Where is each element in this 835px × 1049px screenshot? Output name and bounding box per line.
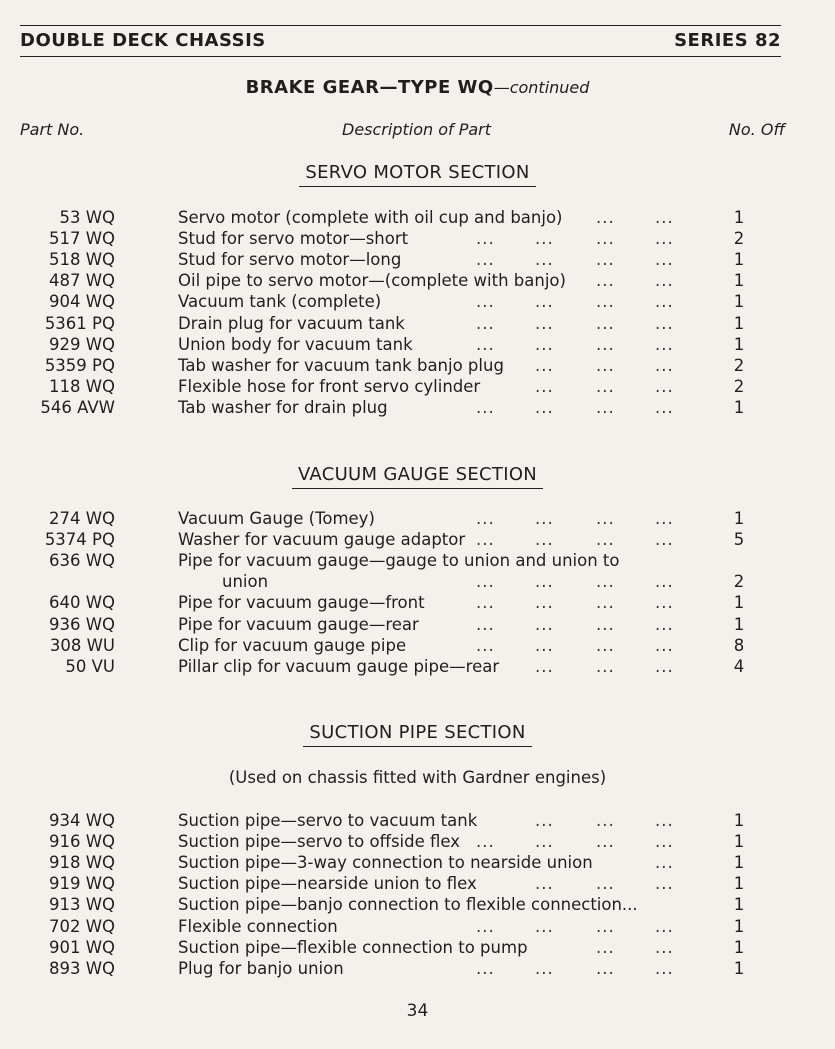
part-description: Oil pipe to servo motor—(complete with banjo)	[178, 271, 566, 291]
leader-dots: ...	[535, 376, 554, 396]
parts-row	[0, 593, 835, 614]
leader-dots: ...	[655, 292, 674, 312]
leader-dots: ...	[596, 635, 615, 655]
section-title-servo: SERVO MOTOR SECTION	[0, 162, 835, 187]
column-header-description: Description of Part	[342, 120, 492, 139]
leader-dots: ...	[655, 509, 674, 528]
part-description: Servo motor (complete with oil cup and banjo)	[178, 208, 563, 227]
section-note-suction: (Used on chassis fitted with Gardner engines)	[228, 768, 607, 787]
leader-dots: ...	[655, 334, 674, 354]
part-number: 5359 PQ	[44, 355, 115, 375]
parts-row	[0, 636, 835, 657]
leader-dots: ...	[655, 635, 674, 655]
part-number: 936 WQ	[48, 614, 115, 634]
column-header-qty: No. Off	[728, 120, 785, 139]
leader-dots: ...	[535, 572, 554, 592]
part-number: 913 WQ	[48, 895, 115, 915]
leader-dots: ...	[655, 355, 674, 375]
quantity: 2	[733, 376, 745, 396]
part-number: 901 WQ	[48, 937, 115, 957]
parts-row	[0, 208, 835, 229]
leader-dots: ...	[655, 530, 674, 550]
leader-dots: ...	[655, 874, 674, 894]
part-description: Pillar clip for vacuum gauge pipe—rear	[178, 656, 500, 676]
leader-dots: ...	[596, 397, 615, 417]
quantity: 1	[733, 334, 745, 354]
header-rule	[20, 56, 781, 57]
parts-row	[0, 551, 835, 572]
leader-dots: ...	[535, 355, 554, 375]
part-description: Flexible hose for front servo cylinder	[178, 376, 481, 396]
quantity: 1	[733, 937, 745, 957]
part-description: Suction pipe—servo to offside flex	[178, 832, 461, 852]
parts-row	[0, 895, 835, 916]
leader-dots: ...	[596, 874, 615, 894]
quantity: 8	[733, 635, 745, 655]
leader-dots: ...	[596, 292, 615, 312]
leader-dots: ...	[596, 376, 615, 396]
leader-dots: ...	[476, 334, 495, 354]
part-number: 640 WQ	[48, 593, 115, 613]
part-description: Pipe for vacuum gauge—rear	[178, 614, 419, 634]
leader-dots: ...	[476, 635, 495, 655]
part-description: Tab washer for vacuum tank banjo plug	[178, 355, 504, 375]
quantity: 4	[733, 656, 745, 676]
page-number: 34	[406, 1001, 429, 1021]
part-number: 919 WQ	[48, 874, 115, 894]
leader-dots: ...	[535, 229, 554, 249]
part-description: Suction pipe—nearside union to flex	[178, 874, 477, 894]
parts-row	[0, 917, 835, 938]
leader-dots: ...	[596, 572, 615, 592]
quantity: 1	[733, 874, 745, 894]
leader-dots: ...	[596, 334, 615, 354]
part-description: Vacuum Gauge (Tomey)	[178, 509, 375, 528]
part-number: 53 WQ	[59, 208, 115, 227]
quantity: 1	[733, 313, 745, 333]
part-description: Stud for servo motor—short	[178, 229, 409, 249]
leader-dots: ...	[596, 937, 615, 957]
part-number: 934 WQ	[48, 811, 115, 830]
leader-dots: ...	[476, 916, 495, 936]
leader-dots: ...	[476, 250, 495, 270]
leader-dots: ...	[476, 832, 495, 852]
title-main: BRAKE GEAR—TYPE WQ	[245, 77, 494, 98]
leader-dots: ...	[535, 916, 554, 936]
parts-row	[0, 959, 835, 980]
leader-dots: ...	[596, 509, 615, 528]
quantity: 5	[733, 530, 745, 550]
parts-row	[0, 509, 835, 530]
parts-row	[0, 874, 835, 895]
leader-dots: ...	[655, 832, 674, 852]
parts-row	[0, 250, 835, 271]
leader-dots: ...	[655, 958, 674, 978]
quantity: 1	[733, 811, 745, 830]
leader-dots: ...	[476, 593, 495, 613]
leader-dots: ...	[476, 397, 495, 417]
part-description: Drain plug for vacuum tank	[178, 313, 405, 333]
leader-dots: ...	[596, 229, 615, 249]
part-description-continued: union	[222, 572, 269, 592]
part-number: 518 WQ	[48, 250, 115, 270]
quantity: 1	[733, 397, 745, 417]
part-number: 308 WU	[49, 635, 115, 655]
leader-dots: ...	[596, 250, 615, 270]
quantity: 2	[733, 355, 745, 375]
leader-dots: ...	[535, 635, 554, 655]
parts-row	[0, 615, 835, 636]
section-title-gauge: VACUUM GAUGE SECTION	[0, 464, 835, 489]
leader-dots: ...	[535, 292, 554, 312]
part-description: Suction pipe—3-way connection to nearside union	[178, 853, 593, 873]
part-number: 5374 PQ	[44, 530, 115, 550]
leader-dots: ...	[476, 292, 495, 312]
quantity: 1	[733, 853, 745, 873]
leader-dots: ...	[476, 313, 495, 333]
part-number: 517 WQ	[48, 229, 115, 249]
leader-dots: ...	[655, 271, 674, 291]
part-number: 50 VU	[65, 656, 115, 676]
leader-dots: ...	[655, 229, 674, 249]
parts-row	[0, 314, 835, 335]
leader-dots: ...	[655, 811, 674, 830]
part-description: Washer for vacuum gauge adaptor	[178, 530, 466, 550]
part-number: 274 WQ	[48, 509, 115, 528]
part-description: Plug for banjo union	[178, 958, 344, 978]
leader-dots: ...	[655, 916, 674, 936]
parts-row	[0, 657, 835, 678]
leader-dots: ...	[535, 397, 554, 417]
parts-row	[0, 398, 835, 419]
quantity: 2	[733, 572, 745, 592]
parts-row	[0, 811, 835, 832]
part-description: Suction pipe—flexible connection to pump	[178, 937, 528, 957]
quantity: 1	[733, 208, 745, 227]
leader-dots: ...	[535, 832, 554, 852]
leader-dots: ...	[535, 313, 554, 333]
part-number: 487 WQ	[48, 271, 115, 291]
quantity: 1	[733, 832, 745, 852]
leader-dots: ...	[476, 614, 495, 634]
leader-dots: ...	[655, 376, 674, 396]
leader-dots: ...	[476, 572, 495, 592]
parts-row	[0, 229, 835, 250]
leader-dots: ...	[535, 530, 554, 550]
parts-row	[0, 832, 835, 853]
section-title-suction: SUCTION PIPE SECTION	[0, 722, 835, 747]
parts-row	[0, 530, 835, 551]
leader-dots: ...	[596, 832, 615, 852]
leader-dots: ...	[476, 958, 495, 978]
leader-dots: ...	[535, 874, 554, 894]
part-number: 904 WQ	[48, 292, 115, 312]
parts-row	[0, 938, 835, 959]
leader-dots: ...	[655, 250, 674, 270]
leader-dots: ...	[535, 614, 554, 634]
leader-dots: ...	[596, 916, 615, 936]
leader-dots: ...	[655, 208, 674, 227]
part-description: Union body for vacuum tank	[178, 334, 413, 354]
parts-row	[0, 271, 835, 292]
quantity: 1	[733, 271, 745, 291]
parts-row	[0, 377, 835, 398]
part-number: 702 WQ	[48, 916, 115, 936]
part-number: 5361 PQ	[44, 313, 115, 333]
part-number: 546 AVW	[40, 397, 115, 417]
part-description: Suction pipe—servo to vacuum tank	[178, 811, 478, 830]
part-description: Pipe for vacuum gauge—front	[178, 593, 425, 613]
part-description: Clip for vacuum gauge pipe	[178, 635, 407, 655]
quantity: 1	[733, 292, 745, 312]
page-title	[0, 77, 835, 98]
leader-dots: ...	[655, 397, 674, 417]
part-number: 918 WQ	[48, 853, 115, 873]
parts-row-continued	[0, 572, 835, 593]
leader-dots: ...	[596, 614, 615, 634]
leader-dots: ...	[596, 208, 615, 227]
leader-dots: ...	[655, 313, 674, 333]
title-suffix: —continued	[493, 78, 590, 97]
column-header-part: Part No.	[20, 120, 85, 139]
parts-row	[0, 335, 835, 356]
leader-dots: ...	[655, 593, 674, 613]
parts-row	[0, 356, 835, 377]
quantity: 1	[733, 916, 745, 936]
leader-dots: ...	[535, 250, 554, 270]
quantity: 1	[733, 958, 745, 978]
leader-dots: ...	[655, 853, 674, 873]
quantity: 1	[733, 614, 745, 634]
leader-dots: ...	[655, 656, 674, 676]
leader-dots: ...	[535, 811, 554, 830]
quantity: 1	[733, 250, 745, 270]
leader-dots: ...	[655, 614, 674, 634]
quantity: 1	[733, 509, 745, 528]
part-number: 929 WQ	[48, 334, 115, 354]
part-number: 893 WQ	[48, 958, 115, 978]
leader-dots: ...	[596, 593, 615, 613]
quantity: 1	[733, 895, 745, 915]
part-description: Suction pipe—banjo connection to flexible connection...	[178, 895, 638, 915]
leader-dots: ...	[596, 958, 615, 978]
leader-dots: ...	[476, 509, 495, 528]
leader-dots: ...	[655, 572, 674, 592]
leader-dots: ...	[596, 811, 615, 830]
part-description: Pipe for vacuum gauge—gauge to union and union to	[178, 551, 620, 571]
leader-dots: ...	[596, 530, 615, 550]
header-left: DOUBLE DECK CHASSIS	[20, 30, 266, 51]
leader-dots: ...	[596, 355, 615, 375]
part-description: Flexible connection	[178, 916, 338, 936]
quantity: 2	[733, 229, 745, 249]
part-number: 118 WQ	[48, 376, 115, 396]
leader-dots: ...	[596, 656, 615, 676]
leader-dots: ...	[476, 530, 495, 550]
leader-dots: ...	[655, 937, 674, 957]
top-rule	[20, 25, 781, 26]
leader-dots: ...	[535, 509, 554, 528]
part-description: Vacuum tank (complete)	[178, 292, 382, 312]
part-description: Tab washer for drain plug	[178, 397, 388, 417]
leader-dots: ...	[535, 334, 554, 354]
leader-dots: ...	[535, 593, 554, 613]
leader-dots: ...	[535, 656, 554, 676]
part-description: Stud for servo motor—long	[178, 250, 402, 270]
leader-dots: ...	[476, 229, 495, 249]
leader-dots: ...	[596, 313, 615, 333]
quantity: 1	[733, 593, 745, 613]
part-number: 916 WQ	[48, 832, 115, 852]
leader-dots: ...	[535, 958, 554, 978]
leader-dots: ...	[596, 271, 615, 291]
parts-row	[0, 853, 835, 874]
header-right: SERIES 82	[674, 30, 781, 51]
parts-row	[0, 292, 835, 313]
part-number: 636 WQ	[48, 551, 115, 571]
